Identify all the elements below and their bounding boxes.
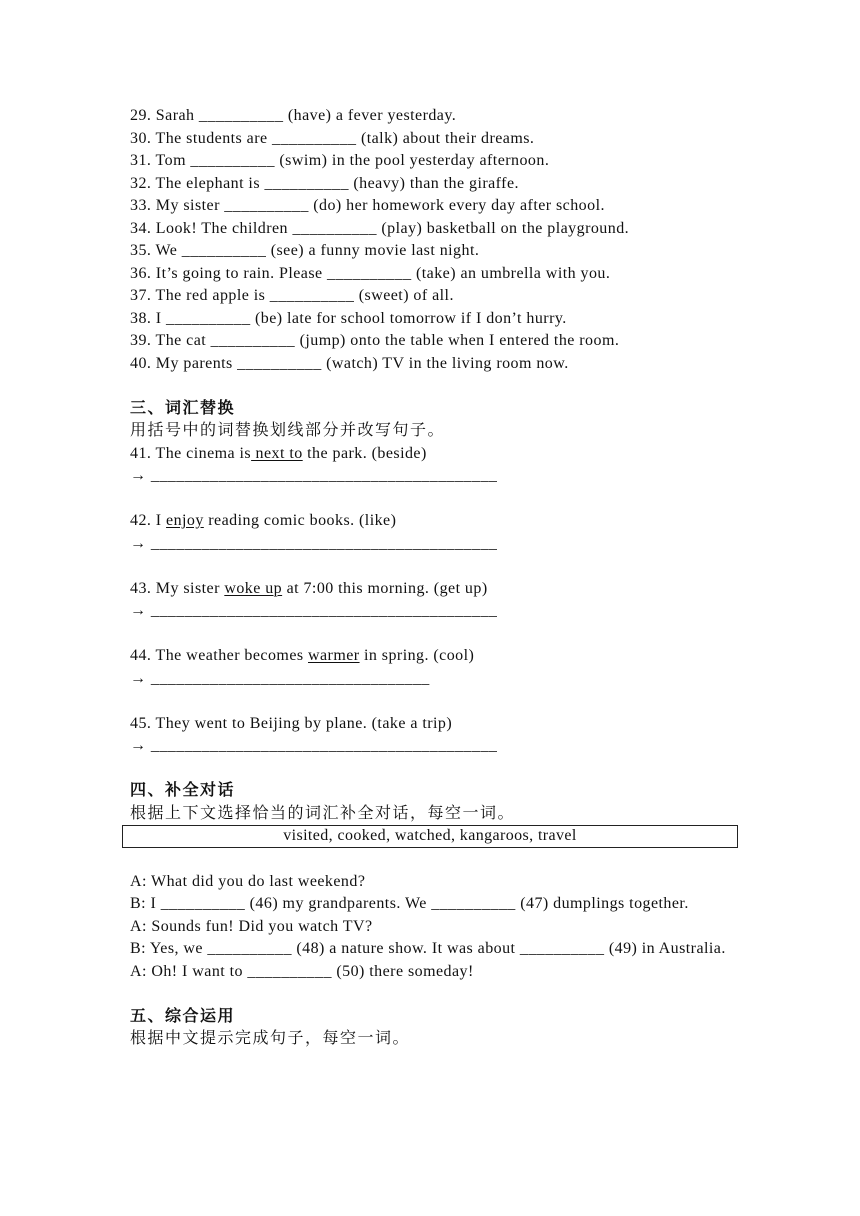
vocabulary-replacement-section [130,398,735,758]
question-45 [130,713,735,736]
fill-in-section [130,105,735,375]
question-44 [130,645,735,668]
question-text: 41. The cinema is [130,444,252,462]
question-29: 29. Sarah __________ (have) a fever yesterday. [130,107,457,124]
underlined-phrase: next to [251,444,303,462]
dialogue-section [130,780,735,983]
answer-line-42[interactable]: → _________________________________________ [130,534,498,552]
question-31: 31. Tom __________ (swim) in the pool yesterday afternoon. [130,152,550,169]
answer-line-44[interactable]: → _________________________________ [130,669,430,687]
underlined-phrase: enjoy [166,512,204,529]
question-41 [130,443,735,466]
dialogue-line-4: B: Yes, we __________ (48) a nature show. It was about __________ (49) in Australia. [130,940,726,957]
question-35: 35. We __________ (see) a funny movie last night. [130,242,480,259]
question-text: 45. They went to Beijing by plane. (take a trip) [130,714,453,732]
answer-line-45[interactable]: → _________________________________________ [130,737,498,754]
word-bank-box: visited, cooked, watched, kangaroos, travel [122,825,738,848]
question-32: 32. The elephant is __________ (heavy) than the giraffe. [130,174,519,192]
question-text: 43. My sister [130,579,225,597]
question-text: in spring. (cool) [359,647,475,664]
question-text: the park. (beside) [302,444,427,462]
underlined-phrase: warmer [308,647,360,664]
comprehensive-section [130,1006,735,1051]
underlined-phrase: woke up [224,579,283,597]
section-instruction: 根据上下文选择恰当的词汇补全对话，每空一词。 [130,804,516,822]
section-heading: 四、补全对话 [130,782,236,799]
dialogue-line-5: A: Oh! I want to __________ (50) there someday! [130,962,474,980]
question-39: 39. The cat __________ (jump) onto the table when I entered the room. [130,332,620,349]
question-30: 30. The students are __________ (talk) about their dreams. [130,129,535,147]
answer-line-41[interactable]: → _________________________________________ [130,467,498,484]
question-text: 44. The weather becomes [130,647,308,664]
question-34: 34. Look! The children __________ (play) basketball on the playground. [130,219,630,237]
question-33: 33. My sister __________ (do) her homework every day after school. [130,197,605,214]
question-43 [130,578,735,601]
question-40: 40. My parents __________ (watch) TV in the living room now. [130,354,569,372]
section-heading: 五、综合运用 [130,1007,236,1025]
dialogue-line-2: B: I __________ (46) my grandparents. We __________ (47) dumplings together. [130,895,689,912]
question-text: 42. I [130,512,167,529]
section-instruction: 用括号中的词替换划线部分并改写句子。 [130,422,446,439]
section-heading: 三、词汇替换 [130,399,236,417]
answer-line-43[interactable]: → _________________________________________ [130,602,498,619]
dialogue-line-1: A: What did you do last weekend? [130,872,366,890]
question-42 [130,510,735,533]
question-text: at 7:00 this morning. (get up) [282,579,488,597]
question-text: reading comic books. (like) [203,512,397,529]
question-36: 36. It’s going to rain. Please __________ (take) an umbrella with you. [130,264,611,282]
question-38: 38. I __________ (be) late for school tomorrow if I don’t hurry. [130,309,567,327]
worksheet-page [130,105,735,1051]
question-37: 37. The red apple is __________ (sweet) of all. [130,287,454,304]
dialogue-line-3: A: Sounds fun! Did you watch TV? [130,917,373,935]
section-instruction: 根据中文提示完成句子，每空一词。 [130,1030,411,1047]
